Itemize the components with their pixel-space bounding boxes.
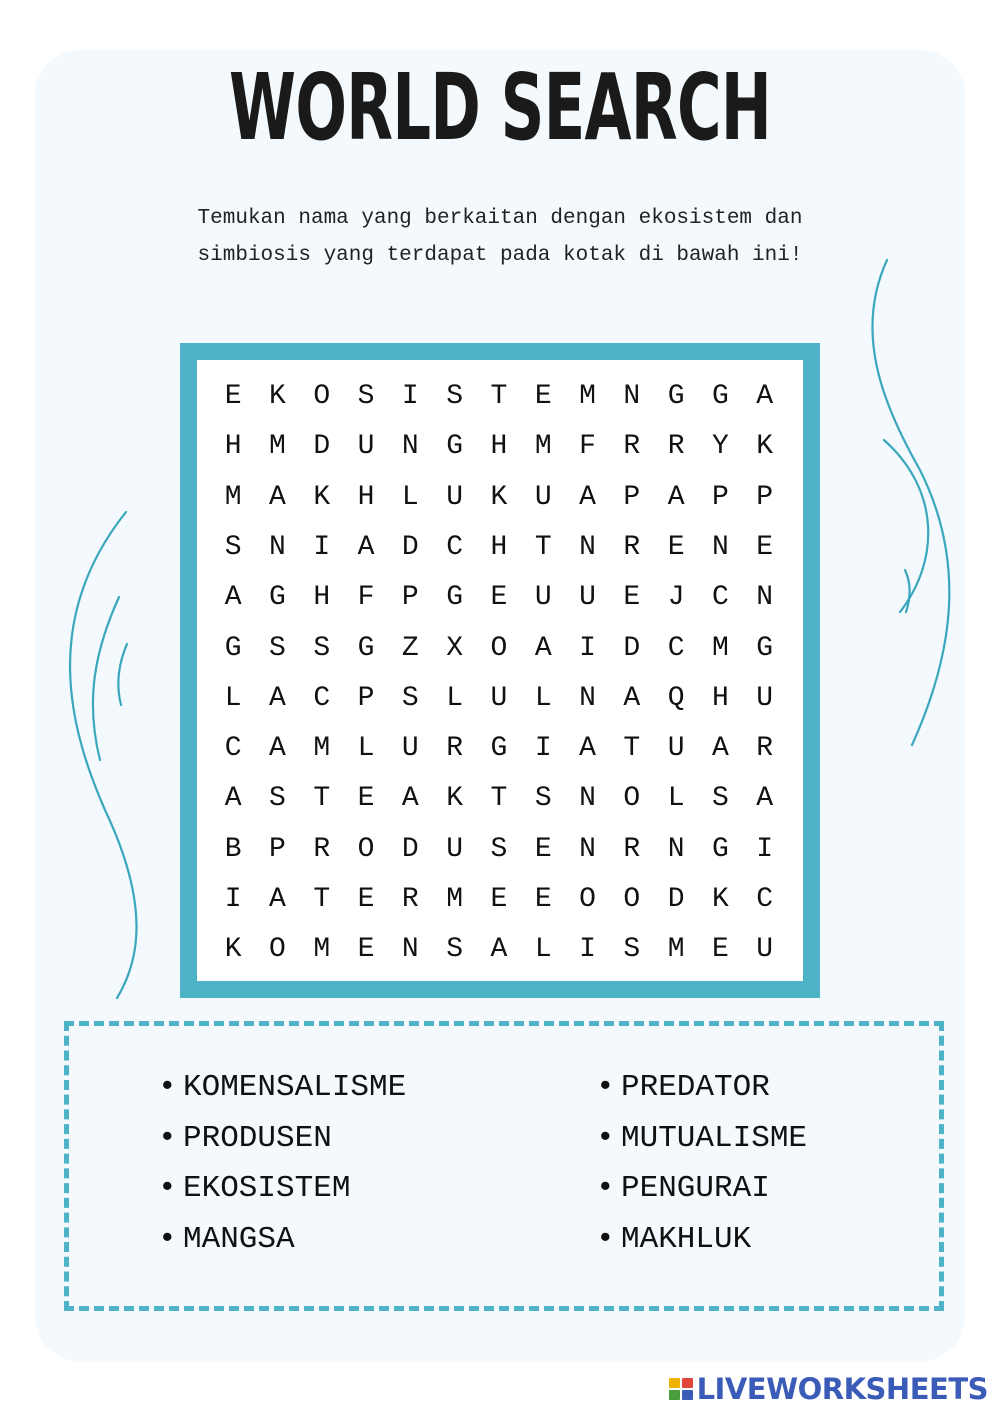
grid-cell[interactable]: G — [712, 381, 729, 412]
grid-cell[interactable]: I — [224, 884, 242, 915]
word-list-item — [596, 1164, 807, 1215]
grid-cell[interactable]: A — [712, 733, 729, 765]
word-list-item — [596, 1114, 807, 1165]
bullet-icon: • — [158, 1120, 177, 1156]
grid-cell[interactable]: K — [269, 381, 286, 412]
grid-cell[interactable]: R — [623, 431, 641, 463]
bullet-icon: • — [596, 1171, 615, 1206]
bullet-icon: • — [596, 1120, 615, 1156]
grid-cell[interactable]: N — [269, 531, 286, 563]
grid-cell[interactable]: G — [224, 632, 242, 664]
word-list-item — [158, 1215, 406, 1266]
grid-cell[interactable]: N — [401, 934, 419, 966]
grid-cell[interactable]: A — [401, 783, 419, 815]
grid-cell[interactable]: G — [756, 632, 774, 664]
grid-cell[interactable]: O — [623, 783, 641, 815]
grid-cell[interactable]: U — [446, 833, 464, 865]
grid-cell[interactable]: I — [401, 381, 419, 412]
grid-cell[interactable]: A — [756, 381, 774, 412]
grid-cell[interactable]: U — [401, 733, 419, 765]
grid-cell[interactable]: S — [712, 783, 729, 815]
grid-cell[interactable]: E — [534, 833, 552, 865]
grid-cell[interactable]: F — [579, 431, 596, 463]
bullet-icon: • — [158, 1171, 177, 1206]
brand-name: LIVEWORKSHEETS — [696, 1372, 988, 1406]
grid-cell[interactable]: A — [357, 531, 375, 563]
grid-cell[interactable]: O — [313, 381, 331, 412]
grid-cell[interactable]: T — [623, 733, 641, 765]
grid-cell[interactable]: E — [357, 783, 375, 815]
grid-cell[interactable]: C — [446, 531, 464, 563]
grid-inner — [197, 360, 803, 981]
grid-cell[interactable]: G — [269, 582, 286, 614]
grid-cell[interactable]: P — [712, 481, 729, 513]
liveworksheets-logo — [669, 1372, 988, 1406]
word-label: PREDATOR — [621, 1070, 770, 1105]
grid-cell[interactable]: O — [623, 884, 641, 915]
grid-cell[interactable]: A — [667, 481, 685, 513]
word-list-item — [158, 1063, 406, 1114]
grid-cell[interactable]: G — [446, 582, 464, 614]
grid-cell[interactable]: O — [357, 833, 375, 865]
grid-cell[interactable]: T — [313, 884, 331, 915]
word-label: PRODUSEN — [183, 1120, 332, 1156]
page-title: WORLD SEARCH — [228, 54, 772, 161]
grid-cell[interactable]: S — [401, 682, 419, 714]
grid-cell[interactable]: N — [712, 531, 729, 563]
grid-cell[interactable]: L — [357, 733, 375, 765]
grid-cell[interactable]: D — [401, 531, 419, 563]
grid-cell[interactable]: A — [579, 733, 596, 765]
grid-row — [211, 724, 787, 774]
grid-cell[interactable]: S — [534, 783, 552, 815]
grid-cell[interactable]: R — [667, 431, 685, 463]
grid-cell[interactable]: E — [712, 934, 729, 966]
grid-row — [211, 473, 787, 523]
word-label: MUTUALISME — [621, 1120, 808, 1156]
grid-row — [211, 774, 787, 824]
grid-cell[interactable]: G — [667, 381, 685, 412]
grid-cell[interactable]: O — [490, 632, 508, 664]
grid-cell[interactable]: M — [712, 632, 729, 664]
grid-row — [211, 674, 787, 724]
word-label: MANGSA — [183, 1221, 295, 1257]
grid-cell[interactable]: M — [313, 934, 331, 966]
word-label: MAKHLUK — [621, 1221, 752, 1257]
grid-cell[interactable]: R — [313, 833, 331, 865]
grid-cell[interactable]: K — [446, 783, 464, 815]
grid-cell[interactable]: K — [490, 481, 508, 513]
grid-cell[interactable]: P — [357, 682, 375, 714]
word-search-grid — [180, 343, 820, 998]
grid-cell[interactable]: U — [534, 481, 552, 513]
grid-cell[interactable]: T — [490, 381, 508, 412]
grid-row — [211, 825, 787, 875]
word-label: KOMENSALISME — [183, 1070, 407, 1105]
grid-cell[interactable]: P — [623, 481, 641, 513]
grid-cell[interactable]: U — [357, 431, 375, 463]
grid-cell[interactable]: K — [313, 481, 331, 513]
grid-cell[interactable]: S — [446, 381, 464, 412]
grid-cell[interactable]: E — [357, 934, 375, 966]
grid-cell[interactable]: C — [313, 682, 331, 714]
grid-cell[interactable]: N — [579, 833, 596, 865]
grid-cell[interactable]: A — [623, 682, 641, 714]
grid-cell[interactable]: A — [534, 632, 552, 664]
grid-cell[interactable]: C — [756, 884, 774, 915]
grid-cell[interactable]: L — [446, 682, 464, 714]
word-list-left — [158, 1063, 406, 1265]
grid-cell[interactable]: B — [224, 833, 242, 865]
grid-cell[interactable]: A — [269, 682, 286, 714]
grid-cell[interactable]: E — [667, 531, 685, 563]
grid-cell[interactable]: E — [490, 582, 508, 614]
grid-cell[interactable]: T — [313, 783, 331, 815]
bullet-icon: • — [596, 1221, 615, 1257]
grid-row — [211, 523, 787, 573]
word-list-item — [596, 1063, 807, 1114]
grid-cell[interactable]: U — [490, 682, 508, 714]
grid-cell[interactable]: Y — [712, 431, 729, 463]
grid-cell[interactable]: U — [756, 682, 774, 714]
grid-row — [211, 422, 787, 472]
grid-cell[interactable]: D — [313, 431, 331, 463]
grid-cell[interactable]: S — [446, 934, 464, 966]
grid-cell[interactable]: M — [579, 381, 596, 412]
grid-cell[interactable]: G — [357, 632, 375, 664]
grid-cell[interactable]: C — [667, 632, 685, 664]
grid-cell[interactable]: L — [224, 682, 242, 714]
grid-cell[interactable]: S — [224, 531, 242, 563]
grid-cell[interactable]: U — [534, 582, 552, 614]
grid-cell[interactable]: S — [357, 381, 375, 412]
instructions-text: Temukan nama yang berkaitan dengan ekosistem dan simbiosis yang terdapat pada kotak di bawah ini! — [197, 207, 803, 267]
grid-cell[interactable]: L — [667, 783, 685, 815]
grid-cell[interactable]: E — [534, 381, 552, 412]
grid-cell[interactable]: L — [534, 682, 552, 714]
grid-cell[interactable]: X — [446, 632, 464, 664]
grid-cell[interactable]: H — [357, 481, 375, 513]
grid-cell[interactable]: I — [534, 733, 552, 765]
grid-cell[interactable]: A — [224, 783, 242, 815]
grid-cell[interactable]: I — [313, 531, 331, 563]
grid-cell[interactable]: M — [534, 431, 552, 463]
grid-cell[interactable]: U — [579, 582, 596, 614]
grid-cell[interactable]: D — [667, 884, 685, 915]
word-list-item — [596, 1215, 807, 1266]
grid-cell[interactable]: H — [313, 582, 331, 614]
grid-cell[interactable]: U — [446, 481, 464, 513]
grid-row — [211, 573, 787, 623]
grid-cell[interactable]: R — [446, 733, 464, 765]
grid-cell[interactable]: I — [579, 632, 596, 664]
grid-cell[interactable]: G — [490, 733, 508, 765]
grid-cell[interactable]: R — [623, 531, 641, 563]
brand-icon — [669, 1378, 693, 1400]
grid-cell[interactable]: U — [756, 934, 774, 966]
grid-cell[interactable]: M — [667, 934, 685, 966]
bullet-icon: • — [596, 1070, 615, 1105]
grid-cell[interactable]: I — [579, 934, 596, 966]
grid-cell[interactable]: C — [712, 582, 729, 614]
grid-row — [211, 624, 787, 674]
grid-cell[interactable]: M — [446, 884, 464, 915]
grid-cell[interactable]: S — [313, 632, 331, 664]
word-list-item — [158, 1114, 406, 1165]
grid-cell[interactable]: L — [401, 481, 419, 513]
grid-cell[interactable]: A — [269, 733, 286, 765]
grid-cell[interactable]: I — [756, 833, 774, 865]
grid-cell[interactable]: E — [756, 531, 774, 563]
grid-cell[interactable]: M — [313, 733, 331, 765]
grid-cell[interactable]: S — [623, 934, 641, 966]
grid-cell[interactable]: N — [579, 682, 596, 714]
grid-cell[interactable]: R — [756, 733, 774, 765]
grid-cell[interactable]: M — [269, 431, 286, 463]
word-label: EKOSISTEM — [183, 1171, 351, 1206]
grid-cell[interactable]: E — [224, 381, 242, 412]
grid-cell[interactable]: G — [446, 431, 464, 463]
grid-cell[interactable]: A — [269, 481, 286, 513]
grid-cell[interactable]: H — [490, 531, 508, 563]
grid-cell[interactable]: D — [623, 632, 641, 664]
grid-cell[interactable]: C — [224, 733, 242, 765]
grid-cell[interactable]: K — [224, 934, 242, 966]
grid-cell[interactable]: E — [490, 884, 508, 915]
grid-cell[interactable]: J — [667, 582, 685, 614]
grid-cell[interactable]: A — [756, 783, 774, 815]
grid-cell[interactable]: H — [224, 431, 242, 463]
grid-cell[interactable]: N — [756, 582, 774, 614]
grid-cell[interactable]: N — [401, 431, 419, 463]
grid-cell[interactable]: Z — [401, 632, 419, 664]
grid-cell[interactable]: T — [534, 531, 552, 563]
grid-cell[interactable]: Q — [667, 682, 685, 714]
grid-cell[interactable]: N — [667, 833, 685, 865]
grid-cell[interactable]: N — [579, 783, 596, 815]
grid-cell[interactable]: N — [579, 531, 596, 563]
grid-cell[interactable]: A — [490, 934, 508, 966]
grid-cell[interactable]: P — [401, 582, 419, 614]
grid-cell[interactable]: L — [534, 934, 552, 966]
grid-cell[interactable]: E — [534, 884, 552, 915]
bullet-icon: • — [158, 1221, 177, 1257]
grid-cell[interactable]: A — [579, 481, 596, 513]
grid-cell[interactable]: U — [667, 733, 685, 765]
grid-cell[interactable]: M — [224, 481, 242, 513]
word-list-item — [158, 1164, 406, 1215]
grid-cell[interactable]: E — [357, 884, 375, 915]
grid-row — [211, 875, 787, 925]
grid-cell[interactable]: K — [756, 431, 774, 463]
grid-cell[interactable]: R — [401, 884, 419, 915]
grid-cell[interactable]: E — [623, 582, 641, 614]
grid-cell[interactable]: H — [490, 431, 508, 463]
grid-cell[interactable]: F — [357, 582, 375, 614]
word-list-right — [596, 1063, 807, 1265]
grid-cell[interactable]: A — [269, 884, 286, 915]
grid-cell[interactable]: T — [490, 783, 508, 815]
grid-cell[interactable]: O — [579, 884, 596, 915]
word-label: PENGURAI — [621, 1171, 770, 1206]
grid-cell[interactable]: D — [401, 833, 419, 865]
grid-row — [211, 372, 787, 422]
grid-cell[interactable]: S — [490, 833, 508, 865]
bullet-icon: • — [158, 1070, 177, 1105]
grid-cell[interactable]: A — [224, 582, 242, 614]
grid-cell[interactable]: N — [623, 381, 641, 412]
grid-row — [211, 925, 787, 975]
grid-cell[interactable]: S — [269, 632, 286, 664]
grid-cell[interactable]: O — [269, 934, 286, 966]
grid-cell[interactable]: R — [623, 833, 641, 865]
grid-cell[interactable]: S — [269, 783, 286, 815]
grid-cell[interactable]: P — [756, 481, 774, 513]
grid-cell[interactable]: K — [712, 884, 729, 915]
grid-cell[interactable]: G — [712, 833, 729, 865]
grid-cell[interactable]: H — [712, 682, 729, 714]
grid-cell[interactable]: P — [269, 833, 286, 865]
